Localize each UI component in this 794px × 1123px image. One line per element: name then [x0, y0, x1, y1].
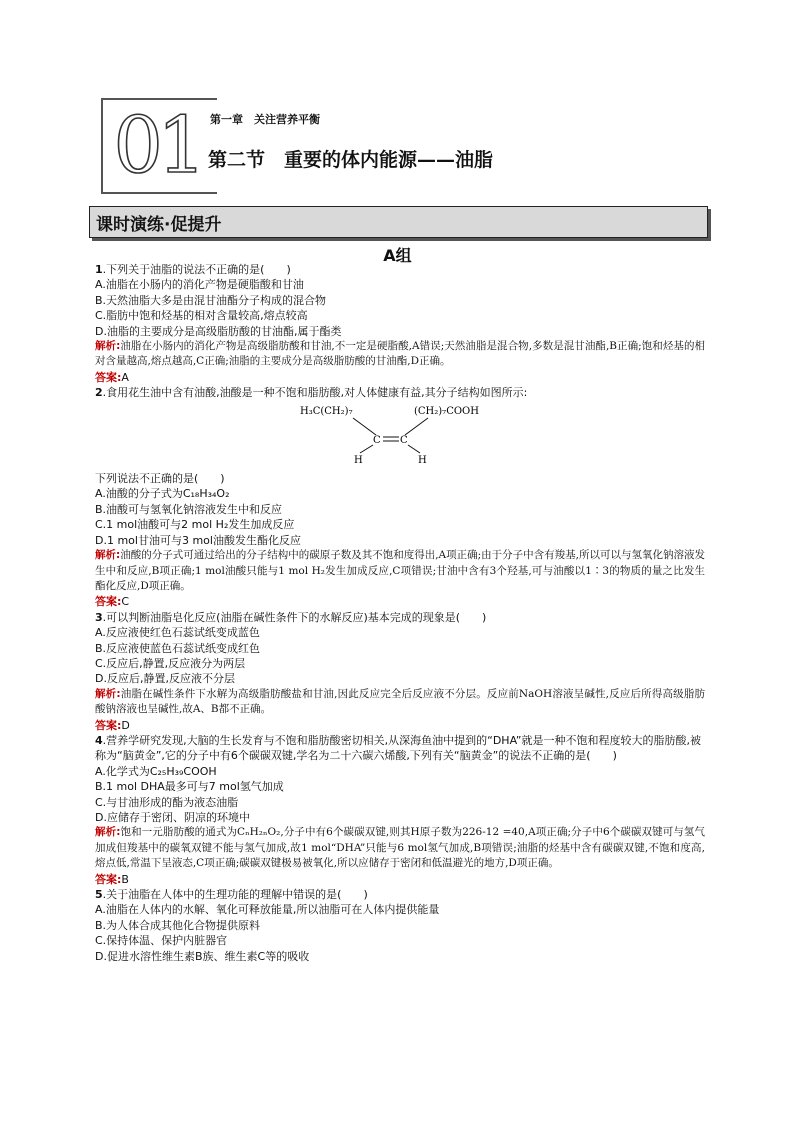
option: A.油脂在人体内的水解、氧化可释放能量,所以油脂可在人体内提供能量: [95, 903, 440, 917]
bond-right-up: [405, 418, 428, 435]
explanation-label: 解析:: [95, 549, 121, 562]
explanation-text: 油脂在小肠内的消化产物是高级脂肪酸和甘油,不一定是硬脂酸,A错误;天然油脂是混合物,多数是混甘油酯,B正确;饱和烃基的相对含量越高,熔点越高,C正确;油脂的主要成分是高级脂肪酸的甘油酯,D正确。: [95, 340, 705, 368]
question-4: [95, 733, 705, 887]
bond-left-h: [360, 445, 373, 453]
answer-value: D: [121, 718, 130, 732]
question-number: 5: [95, 888, 103, 902]
answer-value: B: [121, 872, 129, 886]
option: A.化学式为C₂₅H₃₉COOH: [95, 764, 217, 778]
option: C.保持体温、保护内脏器官: [95, 934, 228, 948]
question-number: 3: [95, 610, 103, 624]
question-stem-2: 下列说法不正确的是( ): [95, 472, 225, 486]
question-stem: [95, 610, 705, 625]
explanation: [95, 548, 705, 594]
answer-label: 答案:: [95, 370, 122, 384]
group-heading: A组: [383, 246, 412, 265]
question-stem-text: .下列关于油脂的说法不正确的是( ): [102, 263, 291, 276]
explanation-label: 解析:: [95, 687, 121, 700]
question-number: 2: [95, 386, 103, 400]
explanation-text: 油脂在碱性条件下水解为高级脂肪酸盐和甘油,因此反应完全后反应液不分层。反应前NaOH溶液呈碱性,反应后所得高级脂肪酸钠溶液也呈碱性,故A、B都不正确。: [95, 687, 706, 716]
question-stem-text: .食用花生油中含有油酸,油酸是一种不饱和脂肪酸,对人体健康有益,其分子结构如图所示:: [102, 386, 528, 400]
answer: [95, 594, 705, 609]
option: B.反应液使蓝色石蕊试纸变成红色: [95, 641, 261, 655]
explanation-label: 解析:: [95, 340, 121, 353]
option: C.与甘油形成的酯为液态油脂: [95, 795, 239, 809]
question-2: [95, 385, 705, 609]
structure-right-group: (CH₂)₇COOH: [414, 405, 479, 417]
question-stem-text: .关于油脂在人体中的生理功能的理解中错误的是( ): [102, 888, 368, 902]
option: C.反应后,静置,反应液分为两层: [95, 656, 246, 670]
chapter-title: 第一章 关注营养平衡: [210, 113, 320, 126]
option: B.为人体合成其他化合物提供原料: [95, 918, 261, 932]
question-stem: [95, 733, 705, 764]
structure-left-group: H₃C(CH₂)₇: [300, 405, 353, 417]
explanation: [95, 339, 705, 370]
question-stem: [95, 385, 705, 400]
question-3: [95, 610, 705, 733]
question-1: [95, 262, 705, 385]
answer: [95, 718, 705, 733]
answer-label: 答案:: [95, 595, 122, 609]
section-title: 第二节 重要的体内能源——油脂: [208, 149, 494, 171]
question-5: [95, 887, 705, 964]
hydrogen-right: H: [418, 454, 427, 463]
question-stem: [95, 887, 705, 902]
explanation-label: 解析:: [95, 826, 121, 839]
hydrogen-left: H: [354, 454, 363, 463]
option: B.油酸可与氢氧化钠溶液发生中和反应: [95, 502, 283, 516]
option: A.油脂在小肠内的消化产物是硬脂酸和甘油: [95, 278, 304, 292]
option: D.促进水溶性维生素B族、维生素C等的吸收: [95, 949, 310, 963]
option: C.脂肪中饱和烃基的相对含量较高,熔点较高: [95, 309, 308, 323]
question-stem: [95, 262, 705, 277]
answer-value: C: [121, 595, 130, 609]
question-list: [95, 262, 705, 964]
question-number: 4: [95, 733, 103, 747]
answer: [95, 370, 705, 385]
option: A.反应液使红色石蕊试纸变成蓝色: [95, 626, 260, 640]
oleic-acid-structure: [298, 403, 498, 463]
option: C.1 mol油酸可与2 mol H₂发生加成反应: [95, 518, 295, 532]
question-stem-text: .营养学研究发现,大脑的生长发育与不饱和脂肪酸密切相关,从深海鱼油中提到的“DHA”就是一种不饱和程度较大的脂肪酸,被称为“脑黄金”,它的分子中有6个碳碳双键,学名为二十六碳六烯酸,下列有关“脑黄金”的说法不正确的是( ): [95, 733, 701, 763]
banner-label: 课时演练·促提升: [96, 215, 222, 235]
option: D.1 mol甘油可与3 mol油酸发生酯化反应: [95, 533, 301, 547]
carbon-right: C: [400, 434, 408, 446]
carbon-left: C: [373, 434, 381, 446]
option: A.油酸的分子式为C₁₈H₃₄O₂: [95, 487, 230, 501]
answer: [95, 872, 705, 887]
explanation-text: 饱和一元脂肪酸的通式为CₙH₂ₙO₂,分子中有6个碳碳双键,则其H原子数为226-12 =40,A项正确;分子中6个碳碳双键可与氢气加成但羧基中的碳氧双键不能与氢气加成,故1 mol“DHA”只能与6 mol氢气加成,B项错误;油脂的烃基中含有碳碳双键,不饱和度高,熔点低,常温下呈液态,C项正确;碳碳双键极易被氧化,所以应储存于密闭和低温避光的地方,D项正确。: [95, 826, 706, 870]
bond-right-h: [408, 445, 420, 453]
option: D.应储存于密闭、阴凉的环境中: [95, 811, 250, 824]
question-number: 1: [95, 263, 103, 276]
explanation: [95, 825, 705, 871]
answer-value: A: [121, 370, 129, 384]
bond-left-up: [353, 418, 376, 435]
chapter-number: 01: [113, 101, 201, 191]
explanation: [95, 687, 705, 718]
answer-label: 答案:: [95, 872, 122, 886]
option: B.1 mol DHA最多可与7 mol氢气加成: [95, 780, 284, 794]
question-stem-text: .可以判断油脂皂化反应(油脂在碱性条件下的水解反应)基本完成的现象是( ): [102, 610, 487, 624]
option: D.油脂的主要成分是高级脂肪酸的甘油酯,属于酯类: [95, 324, 342, 338]
exercise-banner: [89, 206, 708, 238]
option: B.天然油脂大多是由混甘油酯分子构成的混合物: [95, 293, 327, 307]
explanation-text: 油酸的分子式可通过给出的分子结构中的碳原子数及其不饱和度得出,A项正确;由于分子中含有羧基,所以可以与氢氧化钠溶液发生中和反应,B项正确;1 mol油酸只能与1 mol H₂发生加成反应,C项错误;甘油中含有3个羟基,可与油酸以1∶3的物质的量之比发生酯化反应,D项正确。: [95, 549, 705, 592]
answer-label: 答案:: [95, 718, 122, 732]
option: D.反应后,静置,反应液不分层: [95, 672, 235, 686]
